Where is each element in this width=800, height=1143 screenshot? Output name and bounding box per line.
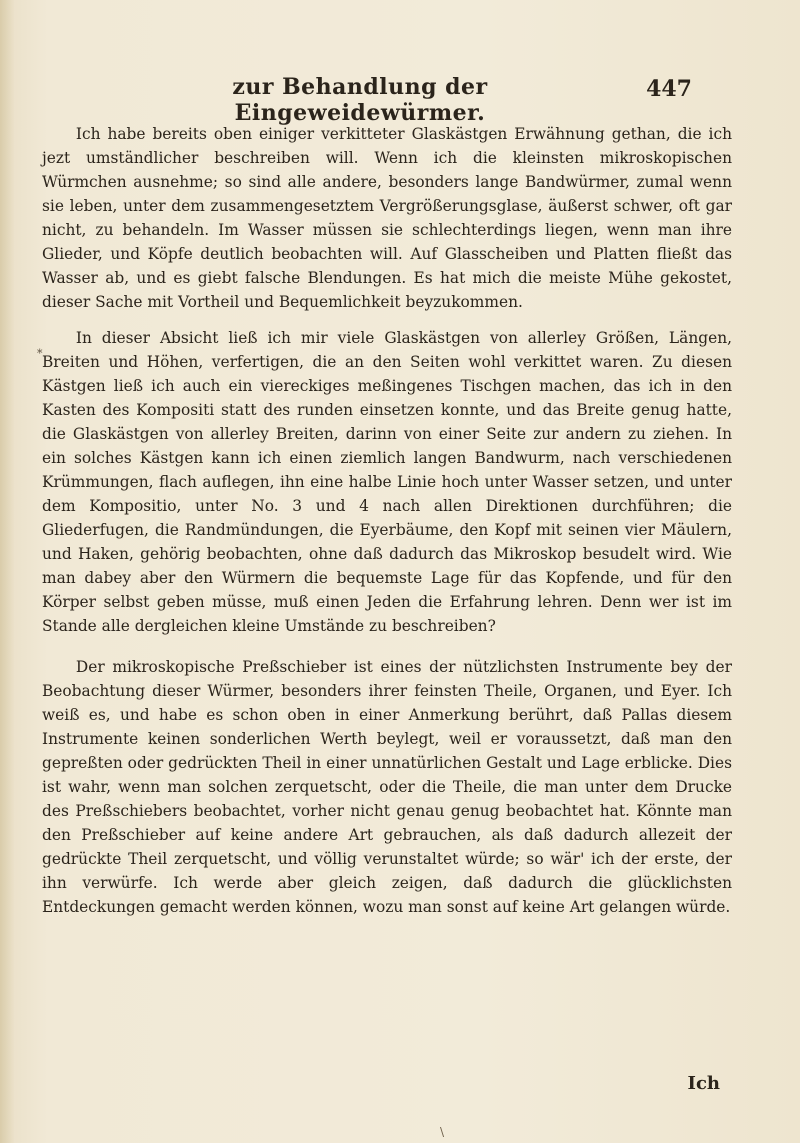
- page-header: [120, 74, 692, 126]
- margin-mark: *: [37, 347, 43, 360]
- running-title: zur Behandlung der Eingeweidewürmer.: [232, 74, 488, 126]
- foot-mark: \: [440, 1125, 445, 1139]
- body-text: [42, 122, 732, 936]
- paragraph-3: Der mikroskopische Preßschieber ist eines der nützlichsten Instrumente bey der Beobachtung dieser Würmer, besonders ihrer feinsten Theile, Organen, und Eyer. Ich weiß es, und habe es schon oben in einer Anmerkung berührt, daß Pallas diesem Instrumente keinen sonderlichen Werth beylegt, weil er voraussetzt, daß man den gepreßten oder gedrückten Theil in einer unnatürlichen Gestalt und Lage erblicke. Dies ist wahr, wenn man solchen zerquetscht, oder die Theile, die man unter dem Drucke des Preßschiebers beobachtet, vorher nicht genau genug beobachtet hat. Könnte man den Preßschieber auf keine andere Art gebrauchen, als daß dadurch allezeit der gedrückte Theil zerquetscht, und völlig verunstaltet würde; so wär' ich der erste, der ihn verwürfe. Ich werde aber gleich zeigen, daß dadurch die glücklichsten Entdeckungen gemacht werden können, wozu man sonst auf keine Art gelangen würde.: [42, 658, 732, 916]
- paragraph-1: Ich habe bereits oben einiger verkitteter Glaskästgen Erwähnung gethan, die ich jezt umständlicher beschreiben will. Wenn ich die kleinsten mikroskopischen Würmchen ausnehme; so sind alle andere, besonders lange Bandwürmer, zumal wenn sie leben, unter dem zusammengesetztem Vergrößerungsglase, äußerst schwer, oft gar nicht, zu behandeln. Im Wasser müssen sie schlechterdings liegen, wenn man ihre Glieder, und Köpfe deutlich beobachten will. Auf Glasscheiben und Platten fließt das Wasser ab, und es giebt falsche Blendungen. Es hat mich die meiste Mühe gekostet, dieser Sache mit Vortheil und Bequemlichkeit beyzukommen.: [42, 125, 732, 311]
- page-number: 447: [646, 76, 692, 102]
- paragraph-2: In dieser Absicht ließ ich mir viele Glaskästgen von allerley Größen, Längen, Breiten und Höhen, verfertigen, die an den Seiten wohl verkittet waren. Zu diesen Kästgen ließ ich auch ein viereckiges meßingenes Tischgen machen, das ich in den Kasten des Kompositi statt des runden einsetzen konnte, und das Breite genug hatte, die Glaskästgen von allerley Breiten, darinn von einer Seite zur andern zu ziehen. In ein solches Kästgen kann ich einen ziemlich langen Bandwurm, nach verschiedenen Krümmungen, flach auflegen, ihn eine halbe Linie hoch unter Wasser setzen, und unter dem Kompositio, unter No. 3 und 4 nach allen Direktionen durchführen; die Gliederfugen, die Randmündungen, die Eyerbäume, den Kopf mit seinen vier Mäulern, und Haken, gehörig beobachten, ohne daß dadurch das Mikroskop besudelt wird. Wie man dabey aber den Würmern die bequemste Lage für das Kopfende, und für den Körper selbst geben müsse, muß einen Jeden die Erfahrung lehren. Denn wer ist im Stande alle dergleichen kleine Umstände zu beschreiben?: [42, 329, 732, 635]
- page-gutter: [0, 0, 14, 1143]
- catchword: Ich: [687, 1073, 720, 1094]
